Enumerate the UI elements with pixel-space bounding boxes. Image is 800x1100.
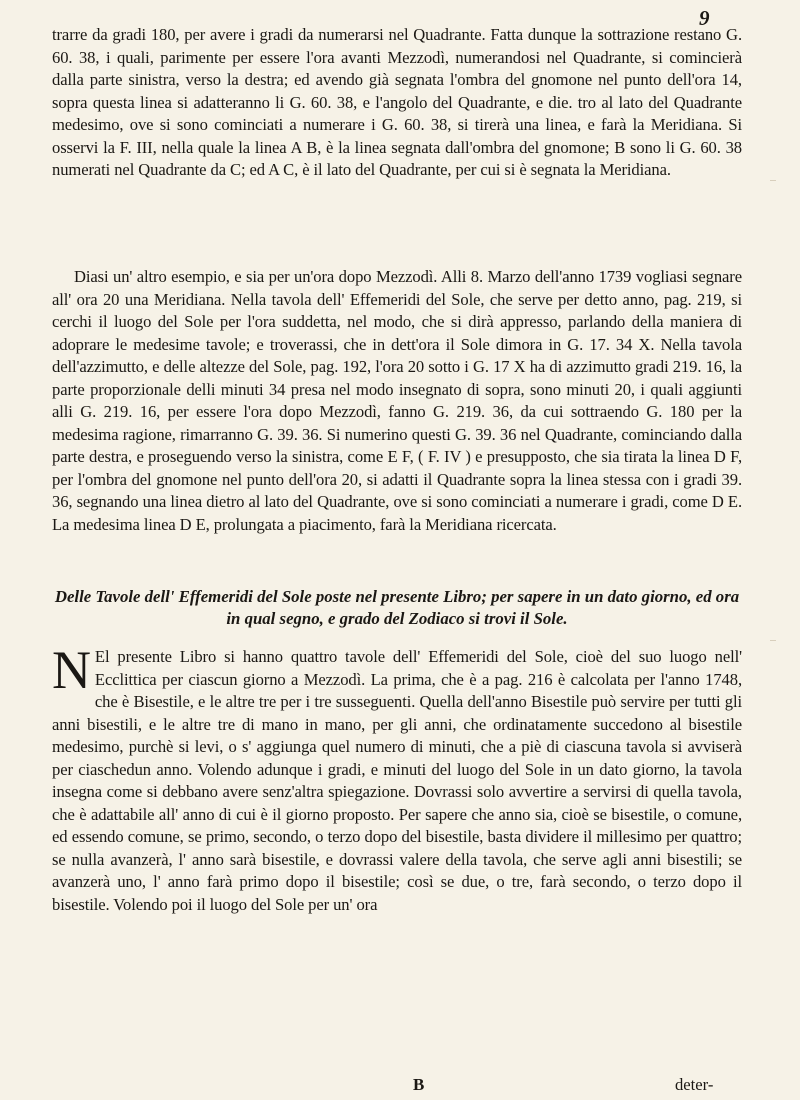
page-edge-mark <box>770 180 776 181</box>
paragraph-ephemeris-tables <box>52 640 742 916</box>
page-number: 9 <box>699 6 710 30</box>
drop-cap-initial: N <box>52 640 91 700</box>
paragraph-ephemeris-body: El presente Libro si hanno quattro tavole dell' Effemeridi del Sole, cioè del suo luogo nell' Ecclittica per ciascun giorno a Mezzodì. La prima, che è a pag. 216 è calcolata per l'anno 1748, che è Bisestile, e le altre tre per i tre susseguenti. Quella dell'anno Bisestile può servire per tutti gli anni bisestili, e le altre tre di mano in mano, per gli anni, che ordinatamente succedono al bisestile medesimo, purchè si levi, o s' aggiunga quel numero di minuti, che a piè di ciascuna tavola si avviserà per ciaschedun anno. Volendo adunque i gradi, e minuti del luogo del Sole in un dato giorno, la tavola insegna come si debbano avere senz'altra spiegazione. Dovrassi solo avvertire a servirsi di quella tavola, che è adattabile all' anno di cui è il giorno proposto. Per sapere che anno sia, cioè se bisestile, o comune, ed essendo comune, se primo, secondo, o terzo dopo del bisestile, basta dividere il millesimo per quattro; se nulla avanzerà, l' anno sarà bisestile, e dovrassi valere della tavola, che serve agli anni bisestili; se avanzerà uno, l' anno farà primo dopo il bisestile; così se due, o tre, farà secondo, o terzo dopo il bisestile. Volendo poi il luogo del Sole per un' ora <box>52 647 742 914</box>
paragraph-meridian-method: trarre da gradi 180, per avere i gradi da numerarsi nel Quadrante. Fatta dunque la sottrazione restano G. 60. 38, i quali, parimente per essere l'ora avanti Mezzodì, numerandosi nel Quadrante, si comincierà dalla parte sinistra, verso la destra; ed avendo già segnata l'ombra del gnomone nel punto dell'ora 14, sopra questa linea si adatteranno li G. 60. 38, e l'angolo del Quadrante, e die. tro al lato del Quadrante medesimo, ove si sono cominciati a numerare i G. 60. 38, si tirerà una linea, e farà la Meridiana. Si osservi la F. III, nella quale la linea A B, è la linea segnata dall'ombra del gnomone; B sono li G. 60. 38 numerati nel Quadrante da C; ed A C, è il lato del Quadrante, per cui si è segnata la Meridiana. <box>52 25 742 179</box>
signature-mark: B <box>413 1075 425 1094</box>
page-edge-mark <box>770 640 776 641</box>
section-heading: Delle Tavole dell' Effemeridi del Sole poste nel presente Libro; per sapere in un dato giorno, ed ora in qual segno, e grado del Zodiaco si trovi il Sole. <box>54 587 740 628</box>
catchword: deter- <box>675 1075 714 1094</box>
paragraph-afternoon-example: Diasi un' altro esempio, e sia per un'ora dopo Mezzodì. Alli 8. Marzo dell'anno 1739 vogliasi segnare all' ora 20 una Meridiana. Nella tavola dell' Effemeridi del Sole, che serve per detto anno, pag. 219, si cerchi il luogo del Sole per l'ora suddetta, nel modo, che si dirà appresso, parlando della maniera di adoprare le medesime tavole; e troverassi, che in dett'ora il Sole dimora in G. 17. 34 X. Nella tavola dell'azzimutto, e delle altezze del Sole, pag. 192, l'ora 20 sotto i G. 17 X ha di azzimutto gradi 219. 16, la parte proporzionale delli minuti 34 presa nel modo insegnato di sopra, sono minuti 20, i quali aggiunti alli G. 219. 16, per essere l'ora dopo Mezzodì, fanno G. 219. 36, da cui sottraendo G. 180 per la medesima ragione, rimarranno G. 39. 36. Si numerino questi G. 39. 36 nel Quadrante, cominciando dalla parte destra, e proseguendo verso la sinistra, come E F, ( F. IV ) e presupposto, che sia tirata la linea D F, per l'ombra del gnomone nel punto dell'ora 20, si adatti il Quadrante sopra la linea stessa con i gradi 39. 36, segnando una linea dietro al lato del Quadrante, ove si sono cominciati a numerare i gradi, come D E. La medesima linea D E, prolungata a piacimento, farà la Meridiana ricercata. <box>52 267 742 534</box>
